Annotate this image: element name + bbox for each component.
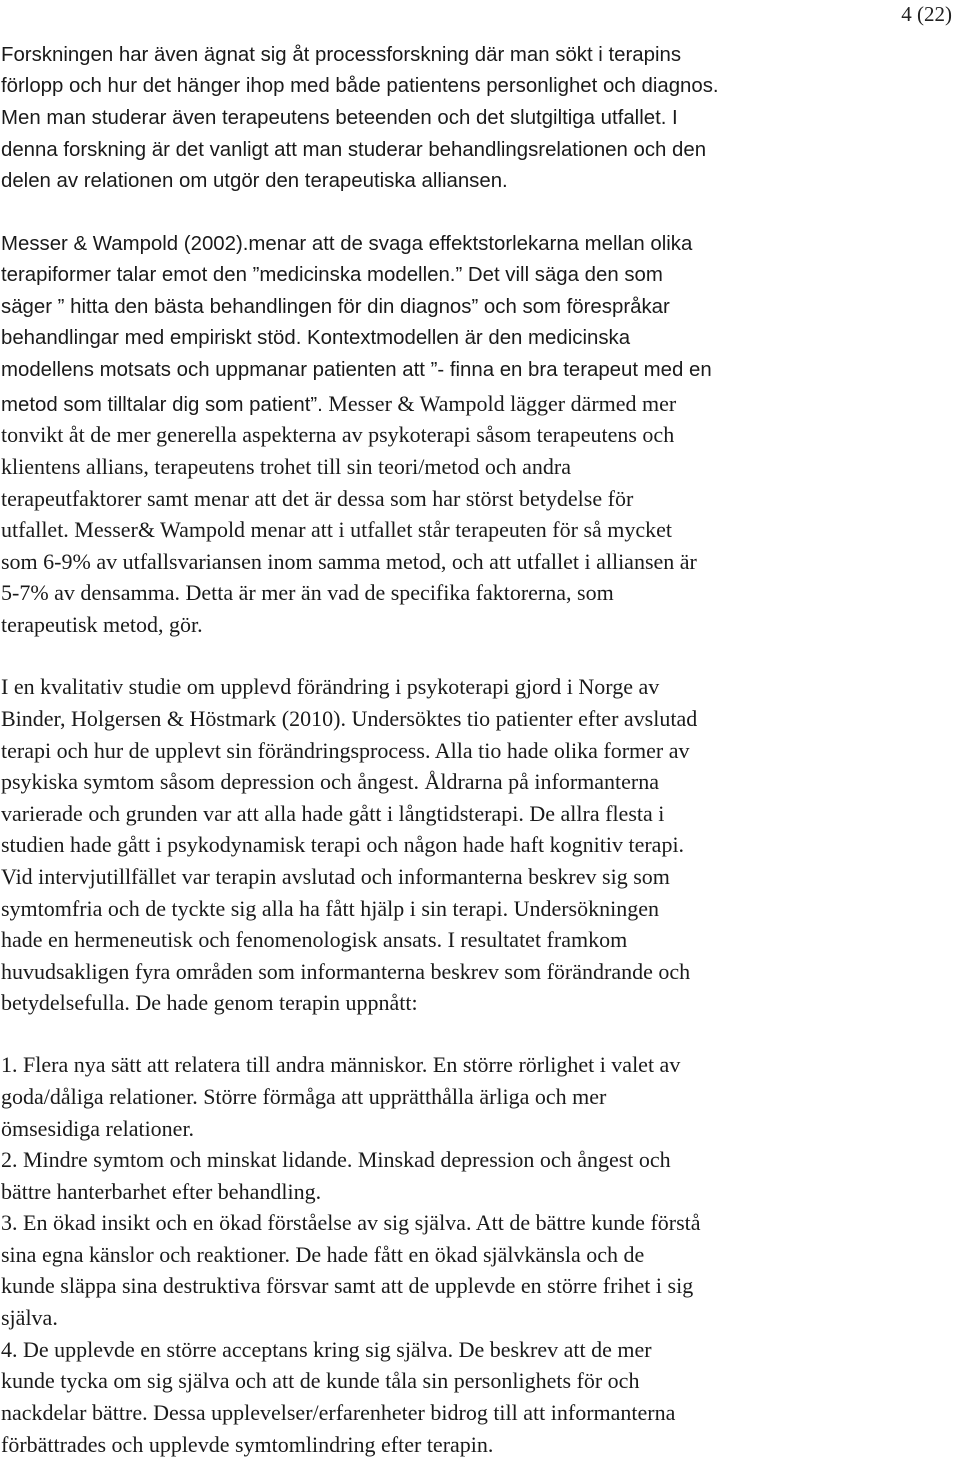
- text-line: psykiska symtom såsom depression och ångest. Åldrarna på informanterna: [1, 769, 660, 794]
- text-line: klientens allians, terapeutens trohet till sin teori/metod och andra: [1, 454, 572, 479]
- text-line: kunde släppa sina destruktiva försvar samt att de upplevde en större frihet i sig: [1, 1273, 694, 1298]
- text-line: sina egna känslor och reaktioner. De hade fått en ökad självkänsla och de: [1, 1242, 645, 1267]
- text-line: förbättrades och upplevde symtomlindring efter terapin.: [1, 1432, 494, 1457]
- text-line: behandlingar med empiriskt stöd. Kontextmodellen är den medicinska: [1, 327, 631, 349]
- text-line: huvudsakligen fyra områden som informanterna beskrev som förändrande och: [1, 959, 691, 984]
- text-line: 2. Mindre symtom och minskat lidande. Minskad depression och ångest och: [1, 1147, 671, 1172]
- text-line: 5-7% av densamma. Detta är mer än vad de specifika faktorerna, som: [1, 580, 614, 605]
- text-line: bättre hanterbarhet efter behandling.: [1, 1179, 322, 1204]
- text-line: varierade och grunden var att alla hade gått i långtidsterapi. De allra flesta i: [1, 801, 665, 826]
- text-line: delen av relationen om utgör den terapeutiska alliansen.: [1, 170, 508, 192]
- text-line: 4. De upplevde en större acceptans kring sig själva. De beskrev att de mer: [1, 1337, 652, 1362]
- text-line: utfallet. Messer& Wampold menar att i utfallet står terapeuten för så mycket: [1, 517, 673, 542]
- text-line: ömsesidiga relationer.: [1, 1116, 195, 1141]
- text-line: 1. Flera nya sätt att relatera till andra människor. En större rörlighet i valet av: [1, 1052, 681, 1077]
- text-line: I en kvalitativ studie om upplevd förändring i psykoterapi gjord i Norge av: [1, 674, 660, 699]
- text-line: tonvikt åt de mer generella aspekterna av psykoterapi såsom terapeutens och: [1, 422, 675, 447]
- text-line: betydelsefulla. De hade genom terapin uppnått:: [1, 990, 418, 1015]
- text-line: som 6-9% av utfallsvariansen inom samma metod, och att utfallet i alliansen är: [1, 549, 697, 574]
- text-line: Vid intervjutillfället var terapin avslutad och informanterna beskrev sig som: [1, 864, 670, 889]
- text-line: terapeutfaktorer samt menar att det är dessa som har störst betydelse för: [1, 486, 634, 511]
- text-line: metod som tilltalar dig som patient”. Messer & Wampold lägger därmed mer: [1, 391, 677, 416]
- text-line: Men man studerar även terapeutens beteenden och det slutgiltiga utfallet. I: [1, 107, 678, 129]
- text-line: symtomfria och de tyckte sig alla ha fått hjälp i sin terapi. Undersökningen: [1, 896, 659, 921]
- text-line: terapiformer talar emot den ”medicinska modellen.” Det vill säga den som: [1, 264, 663, 286]
- text-line: terapi och hur de upplevt sin förändringsprocess. Alla tio hade olika former av: [1, 738, 690, 763]
- page-number: 4 (22): [901, 2, 952, 26]
- text-line: Messer & Wampold (2002).menar att de svaga effektstorlekarna mellan olika: [1, 233, 693, 255]
- text-line: 3. En ökad insikt och en ökad förståelse av sig själva. Att de bättre kunde förstå: [1, 1210, 701, 1235]
- text-line: denna forskning är det vanligt att man studerar behandlingsrelationen och den: [1, 139, 707, 161]
- text-line: Binder, Holgersen & Höstmark (2010). Undersöktes tio patienter efter avslutad: [1, 706, 698, 731]
- text-line: själva.: [1, 1305, 58, 1330]
- text-line: hade en hermeneutisk och fenomenologisk ansats. I resultatet framkom: [1, 927, 628, 952]
- text-line: kunde tycka om sig själva och att de kunde tåla sin personlighets för och: [1, 1368, 640, 1393]
- text-line: säger ” hitta den bästa behandlingen för din diagnos” och som förespråkar: [1, 296, 670, 318]
- text-line: Forskningen har även ägnat sig åt processforskning där man sökt i terapins: [1, 44, 682, 66]
- text-line: nackdelar bättre. Dessa upplevelser/erfarenheter bidrog till att informanterna: [1, 1400, 676, 1425]
- text-line: studien hade gått i psykodynamisk terapi och någon hade haft kognitiv terapi.: [1, 832, 685, 857]
- text-line: terapeutisk metod, gör.: [1, 612, 203, 637]
- text-line: förlopp och hur det hänger ihop med både patientens personlighet och diagnos.: [1, 75, 719, 97]
- text-line: modellens motsats och uppmanar patienten att ”- finna en bra terapeut med en: [1, 359, 712, 381]
- text-line: goda/dåliga relationer. Större förmåga att upprätthålla ärliga och mer: [1, 1084, 607, 1109]
